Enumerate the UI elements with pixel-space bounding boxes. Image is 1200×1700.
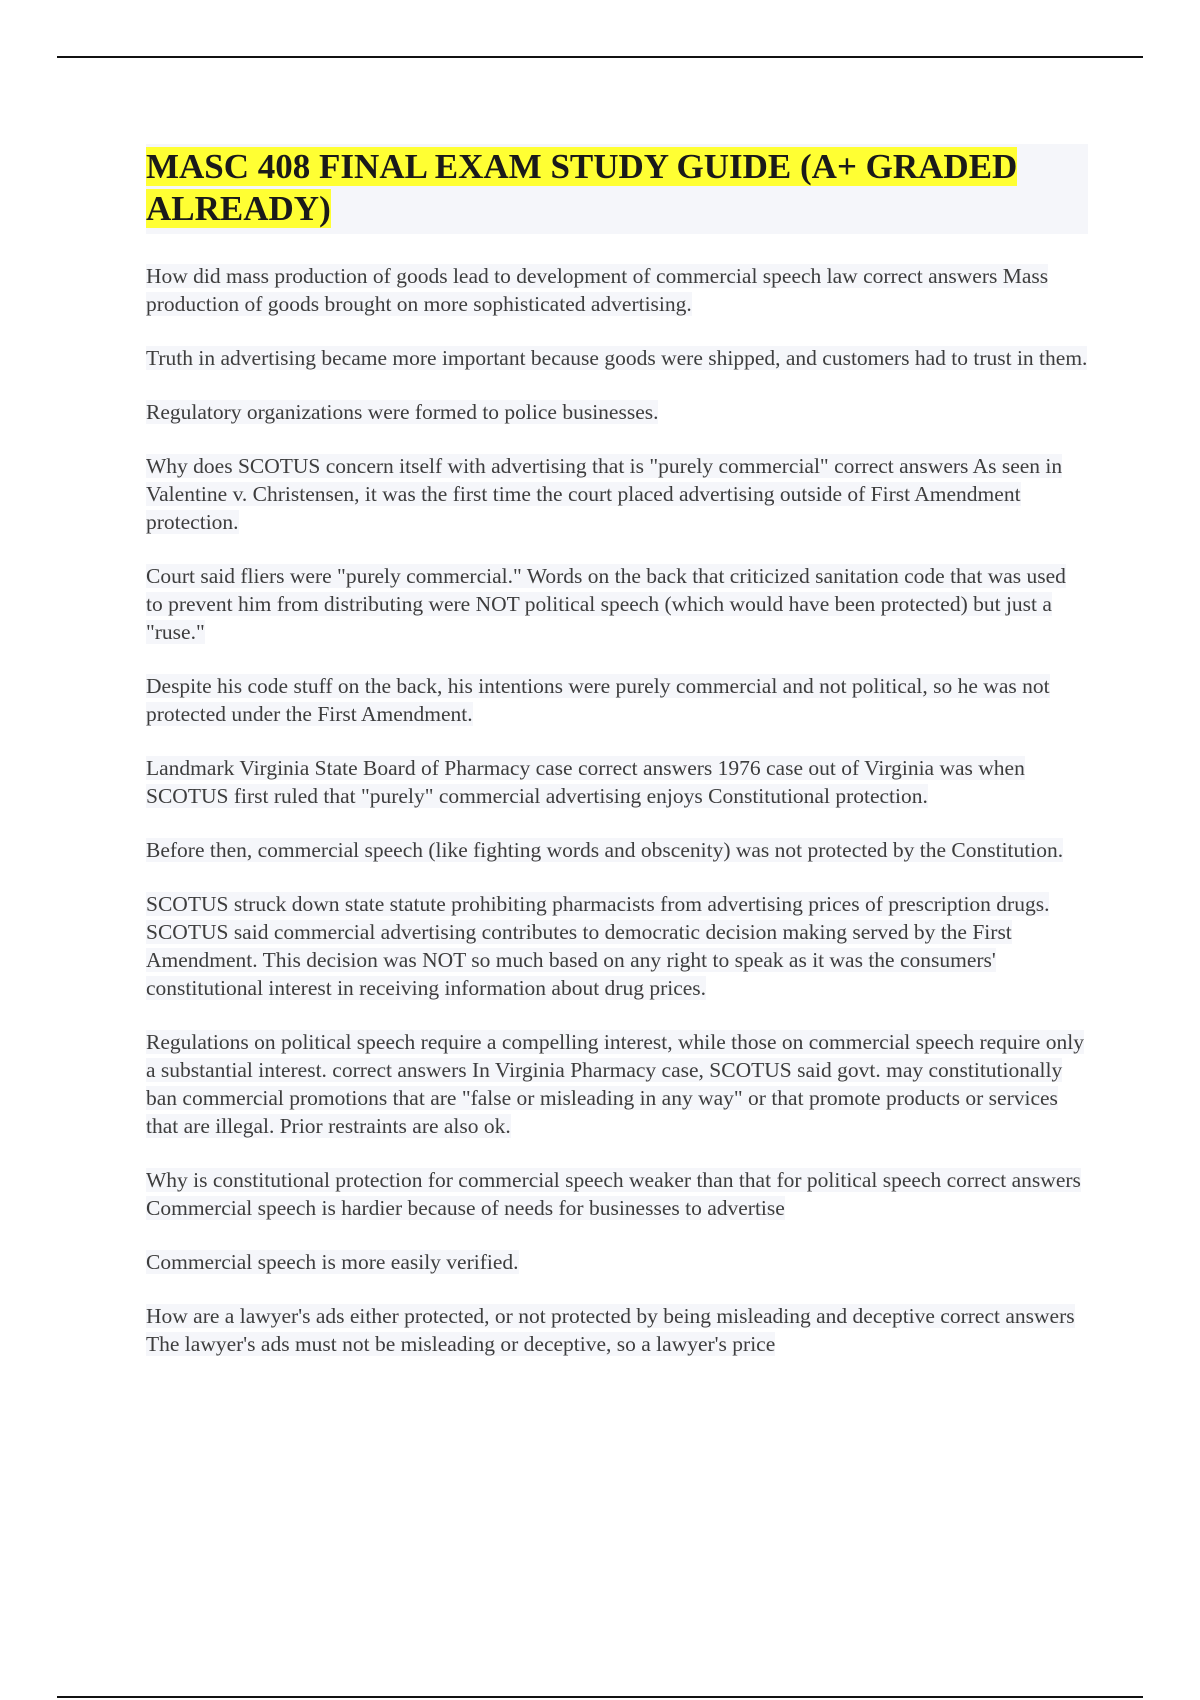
paragraph bbox=[146, 398, 1088, 426]
paragraph-text: Why does SCOTUS concern itself with advertising that is "purely commercial" correct answers As seen in Valentine v. Christensen, it was the first time the court placed advertising outside of First Amendment protection. bbox=[146, 454, 1063, 534]
paragraph-text: Despite his code stuff on the back, his intentions were purely commercial and not political, so he was not protected under the First Amendment. bbox=[146, 674, 1050, 726]
paragraph bbox=[146, 1248, 1088, 1276]
paragraph-text: Truth in advertising became more important because goods were shipped, and customers had to trust in them. bbox=[146, 346, 1088, 370]
paragraph bbox=[146, 1028, 1088, 1140]
paragraph-text: Court said fliers were "purely commercial." Words on the back that criticized sanitation code that was used to prevent him from distributing were NOT political speech (which would have been protected) but just a "ruse." bbox=[146, 564, 1066, 644]
paragraph bbox=[146, 344, 1088, 372]
paragraph-text: SCOTUS struck down state statute prohibiting pharmacists from advertising prices of prescription drugs. SCOTUS said commercial advertising contributes to democratic decision making served by the First Amendment. This decision was NOT so much based on any right to speak as it was the consumers' constitutional interest in receiving information about drug prices. bbox=[146, 892, 1050, 1000]
paragraph-text: How did mass production of goods lead to development of commercial speech law correct answers Mass production of goods brought on more sophisticated advertising. bbox=[146, 264, 1049, 316]
top-rule bbox=[57, 56, 1143, 58]
document-body bbox=[146, 144, 1088, 1384]
paragraph bbox=[146, 672, 1088, 728]
paragraph-text: Why is constitutional protection for commercial speech weaker than that for political speech correct answers Commercial speech is hardier because of needs for businesses to advertise bbox=[146, 1168, 1081, 1220]
paragraph-text: Before then, commercial speech (like fighting words and obscenity) was not protected by the Constitution. bbox=[146, 838, 1064, 862]
paragraph-text: How are a lawyer's ads either protected, or not protected by being misleading and deceptive correct answers The lawyer's ads must not be misleading or deceptive, so a lawyer's price bbox=[146, 1304, 1075, 1356]
paragraph bbox=[146, 452, 1088, 536]
paragraph bbox=[146, 262, 1088, 318]
document-title: MASC 408 FINAL EXAM STUDY GUIDE (A+ GRADED ALREADY) bbox=[146, 147, 1018, 228]
paragraph bbox=[146, 1302, 1088, 1358]
paragraph bbox=[146, 1166, 1088, 1222]
paragraph bbox=[146, 890, 1088, 1002]
paragraph bbox=[146, 562, 1088, 646]
paragraph-text: Commercial speech is more easily verified. bbox=[146, 1250, 519, 1274]
paragraph bbox=[146, 754, 1088, 810]
bottom-rule bbox=[57, 1696, 1143, 1698]
paragraph-text: Landmark Virginia State Board of Pharmacy case correct answers 1976 case out of Virginia was when SCOTUS first ruled that "purely" commercial advertising enjoys Constitutional protection. bbox=[146, 756, 1025, 808]
paragraph bbox=[146, 836, 1088, 864]
paragraph-text: Regulatory organizations were formed to police businesses. bbox=[146, 400, 659, 424]
paragraph-text: Regulations on political speech require a compelling interest, while those on commercial speech require only a substantial interest. correct answers In Virginia Pharmacy case, SCOTUS said govt. may constitutionally ban commercial promotions that are "false or misleading in any way" or that promote products or services that are illegal. Prior restraints are also ok. bbox=[146, 1030, 1084, 1138]
title-block bbox=[146, 144, 1088, 234]
